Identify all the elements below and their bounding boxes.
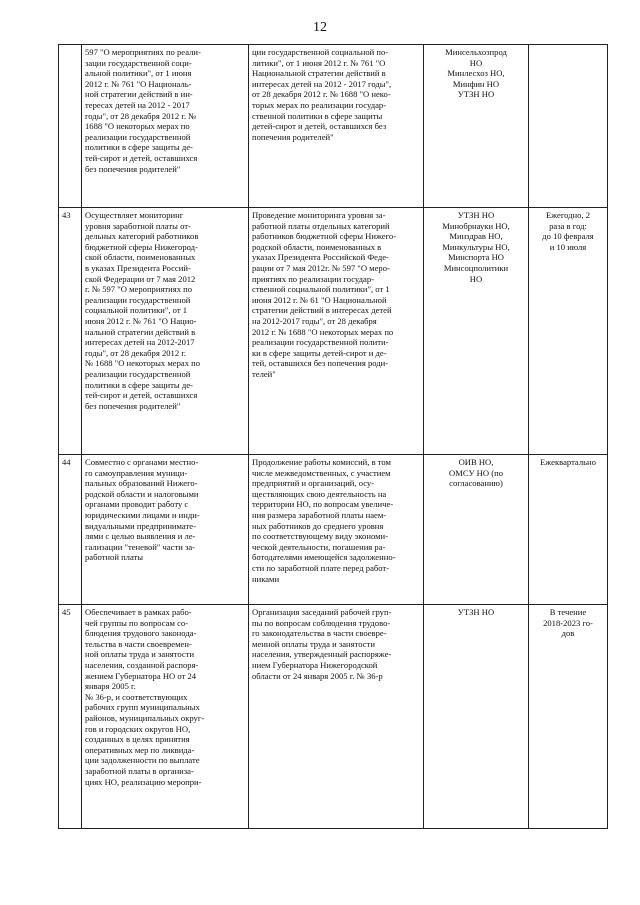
responsible-cell: Минсельхозпрод НО Минлесхоз НО, Минфин НО УТЗН НО: [424, 45, 529, 208]
row-number: 44: [59, 455, 82, 605]
result-cell: Проведение мониторинга уровня за- работной платы отдельных категорий работников бюджетной сферы Нижего- родской области, поименованных в указах Президента Российской Феде- рации от 7 мая 2012г. № 597 "О меро- приятиях по реализации государ- ственной социальной политики", от 1 июня 2012 г. № 61 "О Национальной стратегии действий в интересах детей на 2012-2017 годы", от 28 декабря 2012 г. № 1688 "О некоторых мерах по реализации государственной полити- ки в сфере защиты детей-сирот и де- тей, оставшихся без попечения роди- телей": [249, 208, 424, 455]
activity-cell: Совместно с органами местно- го самоуправления муници- пальных образований Нижего- родской области и налоговыми органами проводит работу с юридическими лицами и инди- видуальными предпринимате- лями с целью выявления и ле- гализации "теневой" части за- работной платы: [82, 455, 249, 605]
row-number: 45: [59, 605, 82, 829]
table-row: [59, 45, 608, 208]
table-row: [59, 208, 608, 455]
activity-cell: Осуществляет мониторинг уровня заработной платы от- дельных категорий работников бюджетной сферы Нижегород- ской области, поименованных в указах Президента Россий- ской Федерации от 7 мая 2012 г. № 597 "О мероприятиях по реализации государственной социальной политики", от 1 июня 2012 г. № 761 "О Нацио- нальной стратегии действий в интересах детей на 2012-2017 годы", от 28 декабря 2012 г. № 1688 "О некоторых мерах по реализации государственной политики в сфере защиты де- тей-сирот и детей, оставшихся без попечения родителей": [82, 208, 249, 455]
result-cell: ции государственной социальной по- литики", от 1 июня 2012 г. № 761 "О Национальной стратегии действий в интересах детей на 2012 - 2017 годы", от 28 декабря 2012 г. № 1688 "О неко- торых мерах по реализации государ- ственной политики в сфере защиты детей-сирот и детей, оставшихся без попечения родителей": [249, 45, 424, 208]
activity-cell: 597 "О мероприятиях по реали- зации государственной соци- альной политики", от 1 июня 2012 г. № 761 "О Националь- ной стратегии действий в ин- тересах детей на 2012 - 2017 годы", от 28 декабря 2012 г. № 1688 "О некоторых мерах по реализации государственной политики в сфере защиты де- тей-сирот и детей, оставшихся без попечения родителей": [82, 45, 249, 208]
activity-cell: Обеспечивает в рамках рабо- чей группы по вопросам со- блюдения трудового законода- тельства в части своевремен- ной оплаты труда и занятости населения, созданной распоря- жением Губернатора НО от 24 января 2005 г. № 36-р, и соответствующих рабочих групп муниципальных районов, муниципальных округ- гов и городских округов НО, созданных в целях принятия оперативных мер по ликвида- ции задолженности по выплате заработной платы в организа- циях НО, реализацию меропри-: [82, 605, 249, 829]
responsible-cell: УТЗН НО Минобрнауки НО, Минздрав НО, Минкультуры НО, Минспорта НО Минсоцполитики НО: [424, 208, 529, 455]
responsible-cell: УТЗН НО: [424, 605, 529, 829]
result-cell: Продолжение работы комиссий, в том числе межведомственных, с участием предприятий и организаций, осу- ществляющих свою деятельность на территории НО, по вопросам увеличе- ния размера заработной платы наем- ных работников до среднего уровня по соответствующему виду экономи- ческой деятельности, погашения ра- ботодателями имеющейся задолженно- сти по заработной плате перед работ- никами: [249, 455, 424, 605]
term-cell: Ежегодно, 2 раза в год: до 10 февраля и 10 июля: [529, 208, 608, 455]
term-cell: В течение 2018-2023 го- дов: [529, 605, 608, 829]
row-number: 43: [59, 208, 82, 455]
term-cell: [529, 45, 608, 208]
row-number: [59, 45, 82, 208]
result-cell: Организация заседаний рабочей груп- пы по вопросам соблюдения трудово- го законодательства в части своевре- менной оплаты труда и занятости населения, утвержденный распоряже- нием Губернатора Нижегородской области от 24 января 2005 г. № 36-р: [249, 605, 424, 829]
term-cell: Ежеквартально: [529, 455, 608, 605]
page-number: 12: [313, 20, 327, 35]
table-row: [59, 455, 608, 605]
responsible-cell: ОИВ НО, ОМСУ НО (по согласованию): [424, 455, 529, 605]
measures-table: [58, 44, 608, 829]
table-row: [59, 605, 608, 829]
